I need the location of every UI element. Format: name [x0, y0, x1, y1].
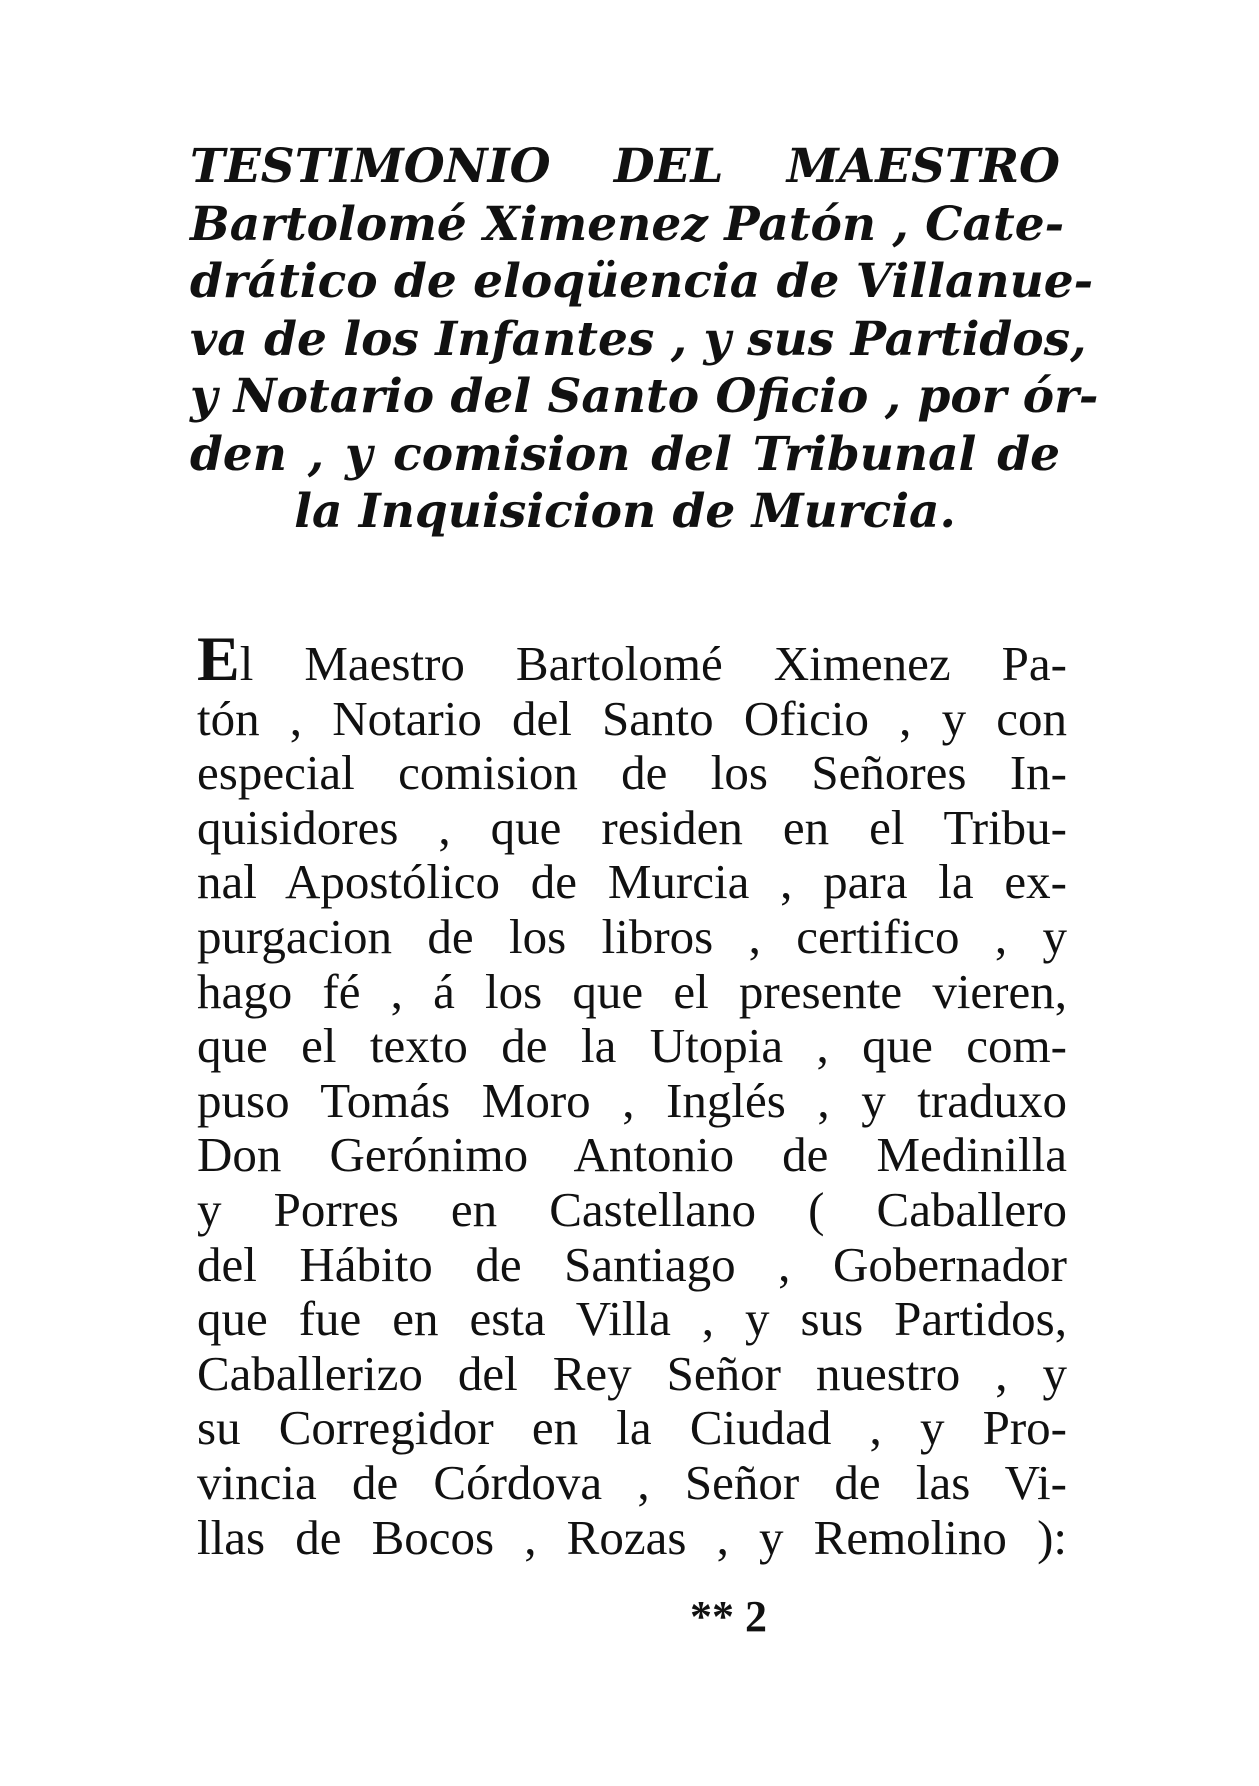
drop-cap: E: [197, 623, 240, 694]
body-line-7: hago fé , á los que el presente vieren,: [197, 963, 1067, 1019]
body-line-14: Caballerizo del Rey Señor nuestro , y: [197, 1345, 1067, 1401]
body-line-8: que el texto de la Utopia , que com-: [197, 1018, 1067, 1074]
body-line-3: especial comision de los Señores In-: [197, 745, 1067, 801]
body-line-12: del Hábito de Santiago , Gobernador: [197, 1236, 1067, 1292]
body-line-13: que fue en esta Villa , y sus Partidos,: [197, 1291, 1067, 1347]
heading-line-4: va de los Infantes , y sus Partidos,: [190, 311, 1087, 367]
heading-line-7: la Inquisicion de Murcia.: [294, 484, 956, 539]
heading-line-5: y Notario del Santo Oficio , por ór-: [190, 369, 1099, 424]
heading-line-6: den , y comision del Tribunal de: [190, 426, 1060, 482]
heading-line-2: Bartolomé Ximenez Patón , Cate-: [190, 196, 1065, 252]
body-line-4: quisidores , que residen en el Tribu-: [197, 799, 1067, 855]
body-paragraph: [197, 623, 1067, 1565]
body-line-1-text: l Maestro Bartolomé Ximenez Pa-: [239, 636, 1067, 691]
body-line-6: purgacion de los libros , certifico , y: [197, 908, 1067, 964]
body-line-1: [197, 623, 1067, 694]
body-line-10: Don Gerónimo Antonio de Medinilla: [197, 1127, 1067, 1183]
body-line-17: llas de Bocos , Rozas , y Remolino ):: [197, 1509, 1067, 1565]
body-line-9: puso Tomás Moro , Inglés , y traduxo: [197, 1072, 1067, 1128]
body-line-16: vincia de Córdova , Señor de las Vi-: [197, 1454, 1067, 1510]
heading-line-1: TESTIMONIO DEL MAESTRO: [190, 139, 1060, 194]
body-line-5: nal Apostólico de Murcia , para la ex-: [197, 854, 1067, 910]
body-line-15: su Corregidor en la Ciudad , y Pro-: [197, 1400, 1067, 1456]
page-heading: [190, 138, 1099, 541]
body-line-11: y Porres en Castellano ( Caballero: [197, 1181, 1067, 1237]
signature-mark: ** 2: [690, 1592, 767, 1641]
heading-line-3: drático de eloqüencia de Villanue-: [190, 254, 1094, 309]
body-line-2: tón , Notario del Santo Oficio , y con: [197, 690, 1067, 746]
